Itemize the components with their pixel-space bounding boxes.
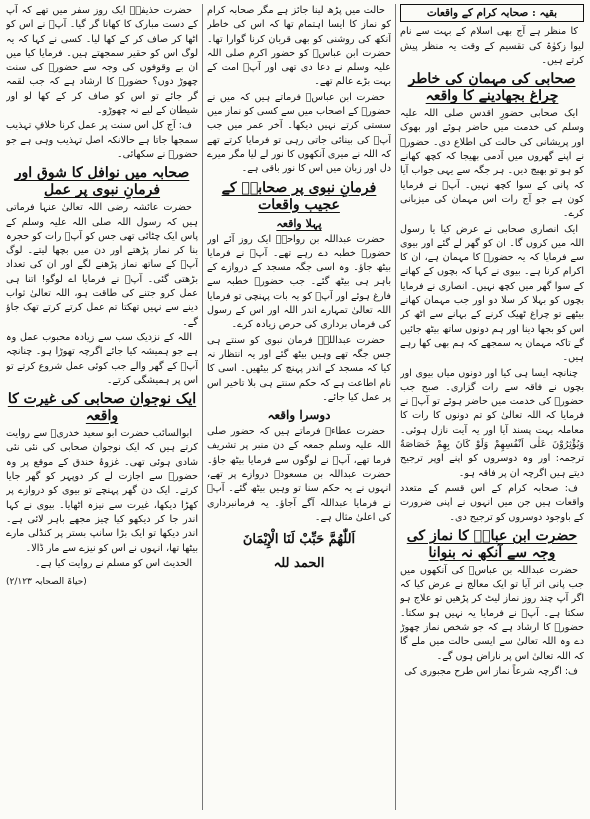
article-paragraph: حضرت عبداللہ بن عباسؓ کی آنکھوں میں جب پانی اتر آیا تو ایک معالج نے عرض کیا کہ اگر آپ چند روز نماز لیٹ کر پڑھیں تو علاج ہو سکتا ہے۔ آپؓ نے فرمایا یہ نہیں ہو سکتا۔ حضورؐ کا ارشاد ہے کہ جو شخص نماز چھوڑ دے وہ اللہ تعالیٰ سے ایسی حالت میں ملے گا کہ اللہ تعالیٰ اس پر ناراض ہوں گے۔: [400, 564, 584, 662]
article-paragraph: حضرت عبداللہ بن رواحہؓ ایک روز آئے اور حضورؐ خطبہ دے رہے تھے۔ آپؐ نے فرمایا بیٹھ جاؤ۔ وہ اسی جگہ مسجد کے دروازے کے باہر ہی بیٹھ گئے۔ جب حضورؐ خطبہ سے فارغ ہوئے اور آپؐ کو یہ بات پہنچی تو فرمایا اللہ تعالیٰ تمہارے اندر اللہ اور اس کے رسول کی فرماں برداری کی حرص زیادہ کرے۔: [207, 233, 391, 331]
section-subheading: دوسرا واقعہ: [267, 408, 331, 423]
article-heading: ایک نوجوان صحابی کی غیرت کا واقعہ: [7, 391, 197, 425]
article-paragraph: ف: آج کل اس سنت پر عمل کرنا خلافِ تہذیب سمجھا جاتا ہے حالانکہ اصل تہذیب وہی ہے جو حضورؐ نے سکھائی۔: [6, 120, 198, 160]
closing-dua-line-2: الحمد للہ: [273, 556, 325, 572]
article-paragraph: ابوالسائب حضرت ابو سعید خدریؓ سے روایت کرتے ہیں کہ ایک نوجوان صحابی کی نئی نئی شادی ہوئی تھی۔ غزوۂ خندق کے موقع پر وہ حضورؐ سے اجازت لے کر دوپہر کو گھر جایا کرتے۔ ایک دن گھر پہنچے تو بیوی کو دروازے پر کھڑا دیکھا، غیرت سے نیزہ اٹھایا۔ بیوی نے کہا اندر جا کر دیکھو کیا چیز مجھے باہر لائی ہے۔ اندر دیکھا تو ایک بڑا سانپ بستر پر کنڈلی مارے بیٹھا تھا، انہوں نے اس کو نیزے سے مار ڈالا۔: [6, 428, 198, 554]
column-divider: [202, 4, 203, 810]
source-citation: (حیاۃ الصحابہ ۲/۱۲۳): [6, 577, 87, 588]
article-paragraph: حضرت عائشہ رضی اللہ تعالیٰ عنہا فرماتی ہیں کہ رسول اللہ صلی اللہ علیہ وسلم کے پاس ایک چٹائی تھی جس کو آپؐ رات کو حجرہ بنا کر نماز پڑھتے اور دن میں بچھا لیتے۔ لوگ آپؐ کے ساتھ نماز پڑھنے لگے اور ان کی تعداد بڑھتی گئی۔ آپؐ نے فرمایا اے لوگو! اتنا ہی عمل کرو جتنے کی طاقت ہو، اللہ تعالیٰ ثواب دینے سے نہیں تھکتا تم عمل کرتے کرتے تھک جاؤ گے۔: [6, 202, 198, 328]
article-paragraph: ف: اگرچہ شرعاً نماز اس طرح مجبوری کی: [404, 665, 578, 677]
article-paragraph: ف: صحابہ کرام کے اس قسم کے متعدد واقعات ہیں جن میں انہوں نے اپنی ضرورت کے باوجود دوسروں کو ترجیح دی۔: [400, 482, 584, 523]
article-heading: حضرت ابن عباسؓ کا نماز کی وجہ سے آنکھ نہ بنوانا: [406, 527, 578, 561]
article-heading: فرمانِ نبوی پر صحابہؓ کے عجیب واقعات: [221, 179, 377, 213]
article-paragraph: حضرت ابن عباسؓ فرماتے ہیں کہ میں نے حضورؐ کے اصحاب میں سے کسی کو نماز میں سستی کرتے نہیں دیکھا۔ آخر عمر میں جب آپؓ کی بینائی جاتی رہی تو فرمایا کرتے تھے کہ اللہ نے میری آنکھوں کا نور لے لیا مگر میرے دل اور زبان میں اس کا نور باقی ہے۔: [207, 91, 391, 175]
article-paragraph: ایک صحابی حضورِ اقدس صلی اللہ علیہ وسلم کی خدمت میں حاضر ہوئے اور بھوک اور پریشانی کی حالت کی اطلاع دی۔ حضورؐ نے اپنے گھروں میں آدمی بھیجا کہ کچھ کھانے کو ہو تو بھیج دیں۔ ہر جگہ سے یہی جواب آیا کہ پانی کے سوا کچھ نہیں۔ آپؐ نے فرمایا کون ہے جو آج رات اس مہمان کی میزبانی کرے۔: [400, 108, 584, 220]
newspaper-page: [6, 4, 584, 814]
article-paragraph: حضرت عبداللہؓ فرمان نبوی کو سنتے ہی جس جگہ تھے وہیں بیٹھ گئے اور یہ انتظار نہ کیا کہ مسجد کے اندر پہنچ کر بیٹھیں۔ اسی کا نام اطاعت ہے کہ حکم سنتے ہی بلا تاخیر اس پر عمل کیا جائے۔: [207, 334, 391, 403]
article-paragraph: اللہ کے نزدیک سب سے زیادہ محبوب عمل وہ ہے جو ہمیشہ کیا جائے اگرچہ تھوڑا ہو۔ چنانچہ آپؐ کے گھر والے جب کوئی عمل شروع کرتے تو اس پر ہمیشگی کرتے۔: [6, 331, 198, 386]
article-heading: صحابہ میں نوافل کا شوق اور فرمانِ نبوی پر عمل: [14, 165, 190, 199]
article-paragraph: حالت میں پڑھ لینا جائز ہے مگر صحابہ کرام کو نماز کا ایسا اہتمام تھا کہ اس کی خاطر آنکھ کی روشنی کو بھی قربان کرنا گوارا تھا۔ حضرت ابن عباسؓ کو حضور اکرم صلی اللہ علیہ وسلم نے دعا دی تھی اور آپؓ امت کے بہت بڑے عالم تھے۔: [207, 5, 391, 88]
article-heading: صحابی کی مہمان کی خاطر چراغ بجھادینے کا واقعہ: [408, 71, 576, 105]
article-paragraph: چنانچہ ایسا ہی کیا اور دونوں میاں بیوی اور بچوں نے فاقہ سے رات گزاری۔ صبح جب حضورؐ کی خدمت میں حاضر ہوئے تو آپؐ نے فرمایا کہ اللہ تعالیٰ کو تم دونوں کا رات کا معاملہ بہت پسند آیا اور یہ آیت نازل ہوئی۔ وَيُؤْثِرُوْنَ عَلٰى اَنْفُسِهِمْ وَلَوْ كَانَ بِهِمْ خَصَاصَةٌ ترجمہ: اور وہ دوسروں کو اپنے اوپر ترجیح دیتے ہیں اگرچہ ان پر فاقہ ہو۔: [400, 367, 584, 479]
article-paragraph: ایک انصاری صحابی نے عرض کیا یا رسول اللہ میں کروں گا۔ ان کو گھر لے گئے اور بیوی سے فرمایا کہ یہ حضورؐ کا مہمان ہے، ان کا اکرام کرنا ہے۔ بیوی نے کہا کہ بچوں کے کھانے کے سوا گھر میں کچھ نہیں۔ انصاری نے فرمایا بچوں کو بہلا کر سلا دو اور جب مہمان کھانے بیٹھے تو چراغ ٹھیک کرنے کے بہانے سے اٹھ کر اس کو بجھا دینا اور ہم دونوں ساتھ بیٹھ جائیں گے تاکہ مہمان یہ سمجھے کہ ہم بھی کھا رہے ہیں۔: [400, 223, 584, 364]
column-divider: [395, 4, 396, 810]
closing-dua: اَللّٰهُمَّ حَبِّبْ لَنَا الْإِيْمَانَ: [242, 532, 356, 548]
closing-line: الحدیث اس کو مسلم نے روایت کیا ہے۔: [35, 557, 192, 569]
left-column: [6, 4, 198, 810]
right-column: [400, 4, 584, 810]
intro-paragraph: کا منظر ہے آج بھی اسلام کے بہت سے نام لیوا زکوٰۃ کی تقسیم کے وقت یہ منظر پیش کرتے ہیں۔: [400, 26, 584, 66]
middle-column: [207, 4, 391, 810]
article-paragraph: حضرت عطاءؒ فرماتے ہیں کہ حضور صلی اللہ علیہ وسلم جمعہ کے دن منبر پر تشریف فرما تھے، آپؐ نے لوگوں سے فرمایا بیٹھ جاؤ۔ حضرت عبداللہ بن مسعودؓ دروازے پر تھے، انہوں نے یہ حکم سنا تو وہیں بیٹھ گئے۔ آپؐ نے فرمایا عبداللہ آگے آجاؤ۔ یہ فرمانبرداری کی اعلیٰ مثال ہے۔: [207, 426, 391, 523]
section-subheading: پہلا واقعہ: [276, 216, 322, 230]
article-paragraph: حضرت حذیفہؓ ایک روز سفر میں تھے کہ آپ کے دست مبارک کا کھانا گر گیا۔ آپؓ نے اس کو اٹھا کر صاف کر کے کھا لیا۔ کسی نے کہا کہ یہ لوگ اس کو حقیر سمجھتے ہیں۔ فرمایا کیا میں ان بے وقوفوں کی وجہ سے حضورؐ کی سنت چھوڑ دوں؟ حضورؐ کا ارشاد ہے کہ جب لقمہ گر جائے تو اس کو صاف کر کے کھا لو اور شیطان کے لیے نہ چھوڑو۔: [6, 5, 198, 117]
continuation-box-title: بقیہ : صحابہ کرام کے واقعات: [400, 4, 584, 22]
